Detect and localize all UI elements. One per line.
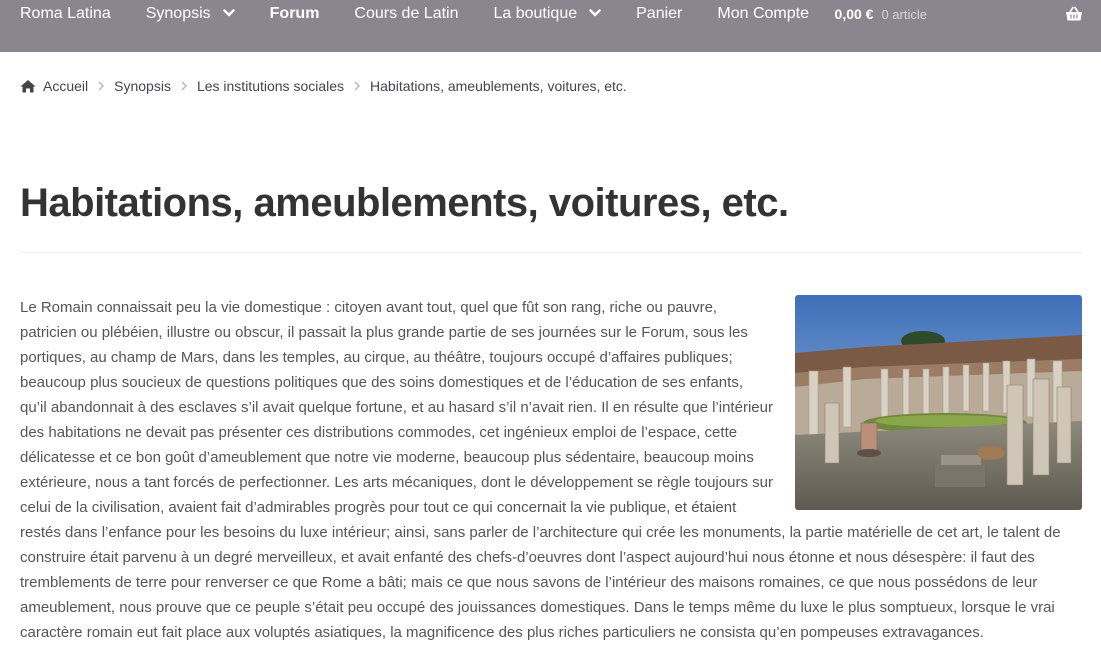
peristyle-illustration xyxy=(795,295,1082,510)
title-divider xyxy=(20,252,1082,253)
chevron-right-icon xyxy=(181,81,187,91)
home-icon xyxy=(20,79,36,93)
article-paragraph: Le Romain connaissait peu la vie domestique : citoyen avant tout, quel que fût son rang, riche ou pauvre, patricien ou plébéien, illustre ou obscur, il passait la plus grande partie de ses journées sur le Forum, sous les portiques, au champ de Mars, dans les temples, au cirque, au théâtre, toujours occupé d’affaires publiques; beaucoup plus soucieux de questions politiques que des soins domestiques et de l’éducation de ses enfants, qu’il abandonnait à des esclaves s’il avait quelque fortune, et au hasard s’il n’avait rien. Il en résulte que l’intérieur des habitations ne devait pas présenter ces distributions commodes, cet ingénieux emploi de l’espace, cette délicatesse et ce bon goût d’ameublement que notre vie moderne, beaucoup plus sédentaire, beaucoup moins extérieure, nous a tant forcés de perfectionner. Les arts mécaniques, dont le développement se règle toujours sur celui de la civilisation, avaient fait d’admirables progrès pour tout ce qui concernait la vie publique, et étaient restés dans l’enfance pour les besoins du luxe intérieur; ainsi, sans parler de l’architecture qui crée les monuments, la partie matérielle de cet art, le talent de construire était parvenu à un degré merveilleux, et avait enfanté des chefs-d’oeuvres dont l’aspect aujourd’hui nous étonne et nous désespère: il faut des tremblements de terre pour renverser ce que Rome a bâti; mais ce que nous savons de l’intérieur des maisons romaines, ce que nous possédons de leur ameublement, nous prouve que ce peuple s’était peu occupé des jouissances domestiques. Dans le temps même du luxe le plus somptueux, lorsque le vrai caractère romain eut fait place aux voluptés asiatiques, la magnificence des plus riches particuliers ne consista qu’en pompeuses extravagances. xyxy=(20,299,1061,641)
article-body xyxy=(20,295,1082,645)
chevron-right-icon xyxy=(98,81,104,91)
page-title: Habitations, ameublements, voitures, etc. xyxy=(20,181,789,225)
breadcrumb-institutions-sociales[interactable]: Les institutions sociales xyxy=(196,78,345,94)
nav-label: Synopsis xyxy=(145,5,211,22)
chevron-down-icon xyxy=(223,7,235,19)
cart-count: 0 article xyxy=(881,6,927,22)
nav-mon-compte[interactable] xyxy=(717,5,809,23)
roman-peristyle-photo xyxy=(795,295,1082,510)
nav-label: Roma Latina xyxy=(20,5,111,22)
top-navigation-bar xyxy=(0,0,1101,52)
basket-icon[interactable] xyxy=(1065,6,1083,22)
nav-label: Forum xyxy=(269,5,320,22)
nav-panier[interactable] xyxy=(636,5,682,23)
nav-label: La boutique xyxy=(493,5,578,22)
main-menu xyxy=(20,0,844,28)
nav-forum[interactable] xyxy=(270,5,320,23)
nav-label: Panier xyxy=(636,5,683,22)
chevron-down-icon xyxy=(589,7,601,19)
cart-summary[interactable] xyxy=(835,0,1083,28)
breadcrumb-current: Habitations, ameublements, voitures, etc. xyxy=(370,78,627,94)
breadcrumb-synopsis[interactable]: Synopsis xyxy=(114,78,171,94)
nav-la-boutique[interactable] xyxy=(493,5,601,23)
chevron-right-icon xyxy=(354,81,360,91)
breadcrumb-accueil[interactable]: Accueil xyxy=(43,78,89,94)
breadcrumb xyxy=(20,76,627,96)
nav-roma-latina[interactable] xyxy=(20,5,111,23)
nav-label: Mon Compte xyxy=(717,5,809,22)
cart-amount: 0,00 € xyxy=(834,6,874,22)
nav-synopsis[interactable] xyxy=(146,5,235,23)
nav-cours-de-latin[interactable] xyxy=(354,5,458,23)
nav-label: Cours de Latin xyxy=(354,5,459,22)
